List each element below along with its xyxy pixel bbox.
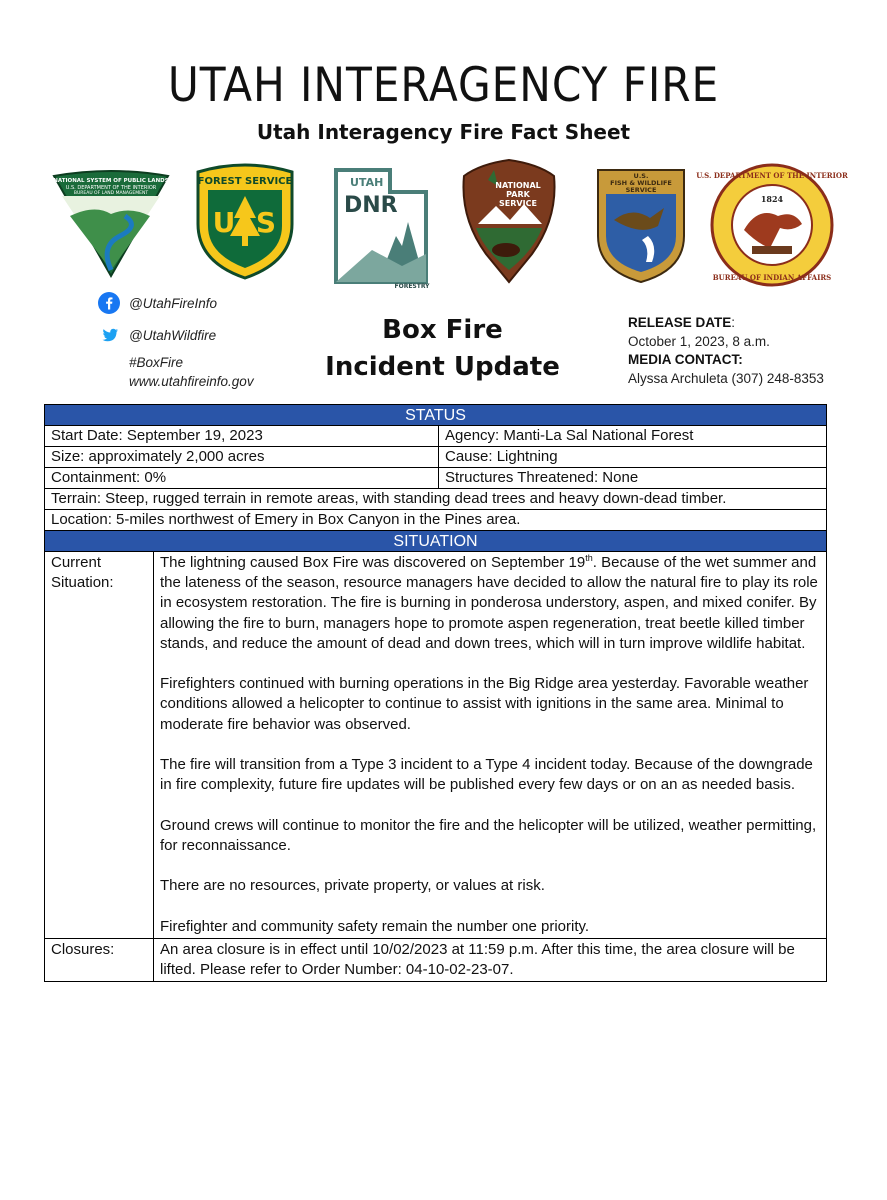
blm-logo — [50, 166, 172, 278]
incident-update-label: Incident Update — [325, 352, 560, 382]
national-park-service-logo — [458, 158, 560, 284]
svg-text:BUREAU OF INDIAN AFFAIRS: BUREAU OF INDIAN AFFAIRS — [712, 273, 832, 282]
closures-text: An area closure is in effect until 10/02/2023 at 11:59 p.m. After this time, the area closure will be lifted. Please refer to Order Number: 04-10-02-23-07. — [160, 940, 795, 978]
paragraph-1-start: The lightning caused Box Fire was discovered on September 19 — [160, 554, 586, 571]
table-row — [45, 426, 826, 447]
situation-header: SITUATION — [45, 531, 826, 552]
svg-text:BUREAU OF LAND MANAGEMENT: BUREAU OF LAND MANAGEMENT — [73, 191, 149, 196]
fact-table — [44, 404, 827, 982]
svg-text:FORESTRY: FORESTRY — [394, 283, 430, 290]
situation-paragraph-1 — [160, 553, 820, 654]
incident-name: Box Fire — [382, 315, 503, 345]
situation-paragraph-6: Firefighter and community safety remain the number one priority. — [160, 917, 590, 935]
svg-text:1824: 1824 — [760, 194, 784, 204]
svg-text:U: U — [212, 206, 236, 239]
ordinal-suffix: th — [585, 553, 593, 563]
svg-text:U.S.: U.S. — [633, 172, 649, 180]
situation-paragraph-2: Firefighters continued with burning operations in the Big Ridge area yesterday. Favorable weather conditions allowed a helicopter to continue to assist with ignitions in the same area. Minimal to moderate fire behavior was observed. — [160, 675, 809, 733]
media-contact-label: MEDIA CONTACT — [628, 352, 739, 367]
media-contact-value: Alyssa Archuleta (307) 248-8353 — [628, 370, 824, 386]
website-link[interactable]: www.utahfireinfo.gov — [129, 374, 254, 389]
twitter-handle[interactable]: @UtahWildfire — [129, 327, 217, 343]
situation-paragraph-5: There are no resources, private property, or values at risk. — [160, 877, 545, 895]
svg-text:SERVICE: SERVICE — [499, 199, 537, 208]
current-label-line1: Current — [51, 554, 102, 571]
forest-service-logo — [190, 162, 300, 280]
svg-text:NATIONAL: NATIONAL — [495, 181, 541, 190]
svg-text:FOREST SERVICE: FOREST SERVICE — [197, 176, 293, 187]
agency-logos — [40, 158, 850, 293]
page-title: UTAH INTERAGENCY FIRE — [167, 58, 720, 113]
social-links — [98, 288, 217, 350]
current-situation-text — [154, 552, 826, 938]
location-row: Location: 5-miles northwest of Emery in Box Canyon in the Pines area. — [45, 510, 826, 531]
svg-text:SERVICE: SERVICE — [625, 186, 657, 194]
current-label-line2: Situation: — [51, 574, 114, 592]
svg-text:U.S. DEPARTMENT OF THE INTERIO: U.S. DEPARTMENT OF THE INTERIOR — [696, 171, 848, 180]
svg-text:S: S — [255, 206, 277, 239]
svg-text:UTAH: UTAH — [350, 176, 384, 189]
bureau-indian-affairs-logo — [696, 162, 848, 288]
containment-cell: Containment: 0% — [45, 468, 439, 488]
facebook-icon[interactable] — [98, 292, 120, 314]
situation-paragraph-3: The fire will transition from a Type 3 incident to a Type 4 incident today. Because of the downgrade in fire complexity, future fire updates will be published every few days or on an as needed basis. — [160, 756, 813, 794]
status-header: STATUS — [45, 405, 826, 426]
closures-label: Closures: — [45, 939, 154, 981]
start-date-cell: Start Date: September 19, 2023 — [45, 426, 439, 446]
situation-paragraph-4: Ground crews will continue to monitor the fire and the helicopter will be utilized, weather permitting, for reconnaissance. — [160, 816, 817, 854]
release-info: RELEASE DATE: October 1, 2023, 8 a.m. MEDIA CONTACT: Alyssa Archuleta (307) 248-8353 — [628, 314, 824, 388]
social-tags — [129, 353, 254, 391]
paragraph-1-end: . Because of the wet summer and the lateness of the season, resource managers have decided to allow the natural fire to play its role in ecosystem restoration. The fire is burning in ponderosa understory, aspen, and mixed conifer. By allowing the fire to burn, managers hope to promote aspen regeneration, treat beetle killed timber stands, and reduce the amount of dead and down trees, which will in turn improve wildlife habitat. — [160, 554, 818, 652]
svg-text:PARK: PARK — [506, 190, 530, 199]
utah-dnr-logo — [332, 162, 432, 288]
svg-text:FISH & WILDLIFE: FISH & WILDLIFE — [610, 179, 672, 187]
twitter-icon[interactable] — [98, 324, 120, 346]
svg-text:U.S. DEPARTMENT OF THE INTERIO: U.S. DEPARTMENT OF THE INTERIOR — [65, 185, 157, 191]
size-cell: Size: approximately 2,000 acres — [45, 447, 439, 467]
table-row — [45, 447, 826, 468]
page-subtitle: Utah Interagency Fire Fact Sheet — [256, 120, 631, 144]
svg-text:NATIONAL SYSTEM OF PUBLIC LAND: NATIONAL SYSTEM OF PUBLIC LANDS — [53, 178, 169, 184]
hashtag[interactable]: #BoxFire — [129, 355, 184, 370]
svg-text:DNR: DNR — [344, 193, 398, 218]
table-row — [45, 468, 826, 489]
cause-cell: Cause: Lightning — [445, 448, 558, 465]
release-date-label: RELEASE DATE — [628, 315, 732, 330]
fish-wildlife-service-logo — [592, 166, 690, 284]
current-situation-label — [45, 552, 154, 938]
current-situation-row — [45, 552, 826, 939]
facebook-handle[interactable]: @UtahFireInfo — [129, 295, 217, 311]
terrain-row: Terrain: Steep, rugged terrain in remote areas, with standing dead trees and heavy down-dead timber. — [45, 489, 826, 510]
release-date-value: October 1, 2023, 8 a.m. — [628, 333, 770, 349]
structures-cell: Structures Threatened: None — [445, 469, 639, 486]
closures-row — [45, 939, 826, 981]
incident-title — [300, 312, 585, 386]
agency-cell: Agency: Manti-La Sal National Forest — [445, 427, 694, 444]
